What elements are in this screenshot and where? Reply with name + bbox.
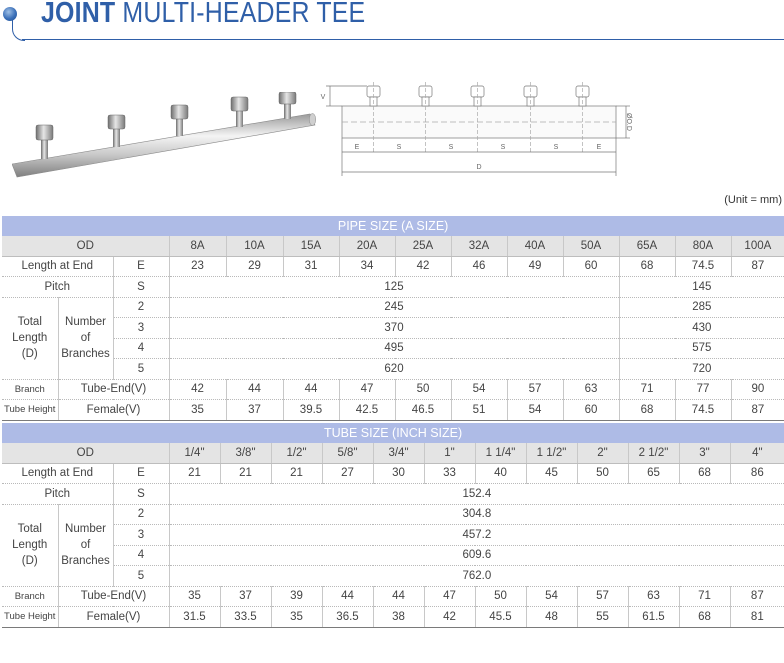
header-rule-corner bbox=[12, 20, 25, 41]
tube-female: 48 bbox=[526, 607, 577, 628]
tube-branch-count: 4 bbox=[113, 545, 169, 566]
tube-od-label: OD bbox=[2, 443, 169, 463]
tube-branch-count: 3 bbox=[113, 525, 169, 546]
pipe-total-length: 575 bbox=[619, 338, 784, 359]
branch-fitting-5 bbox=[279, 92, 296, 119]
tube-size: 3/4" bbox=[373, 443, 424, 463]
tube-size: 1 1/4" bbox=[475, 443, 526, 463]
pipe-tube-end: 71 bbox=[619, 379, 675, 400]
tube-female: 36.5 bbox=[322, 607, 373, 628]
pipe-length-at-end: 87 bbox=[731, 256, 784, 277]
pipe-tube-end: 63 bbox=[563, 379, 619, 400]
pipe-size: 15A bbox=[283, 236, 339, 256]
tube-branch-count: 2 bbox=[113, 504, 169, 525]
pipe-female: 74.5 bbox=[675, 400, 731, 421]
tube-tube-end: 50 bbox=[475, 586, 526, 607]
tube-size: 3/8" bbox=[220, 443, 271, 463]
pipe-total-length-label: Total Length (D) bbox=[2, 297, 58, 379]
dim-label-s-3: S bbox=[500, 144, 506, 151]
tube-tube-height-label: Tube Height bbox=[2, 607, 58, 628]
tube-length-at-end: 21 bbox=[271, 463, 322, 484]
tube-female: 81 bbox=[730, 607, 784, 628]
dim-label-s-4: S bbox=[553, 144, 559, 151]
tube-length-at-end: 50 bbox=[577, 463, 628, 484]
pipe-size: 100A bbox=[731, 236, 784, 256]
tube-pitch: 152.4 bbox=[169, 484, 784, 505]
dim-label-e-left: E bbox=[354, 144, 360, 151]
pipe-tube-height-label: Tube Height bbox=[2, 400, 58, 421]
page-title-rest: MULTI-HEADER TEE bbox=[122, 0, 366, 29]
tube-female: 38 bbox=[373, 607, 424, 628]
tube-e-symbol: E bbox=[113, 463, 169, 484]
branch-fitting-1 bbox=[36, 125, 53, 159]
pipe-pitch-large: 145 bbox=[619, 277, 784, 298]
tube-length-at-end: 45 bbox=[526, 463, 577, 484]
tube-length-at-end: 27 bbox=[322, 463, 373, 484]
pipe-size: 25A bbox=[395, 236, 451, 256]
pipe-length-at-end: 34 bbox=[339, 256, 395, 277]
tube-pitch-label: Pitch bbox=[2, 484, 113, 505]
tube-branch-count: 5 bbox=[113, 566, 169, 587]
tube-branch-label: Branch bbox=[2, 586, 58, 607]
pipe-length-at-end: 46 bbox=[451, 256, 507, 277]
technical-drawing bbox=[318, 80, 634, 180]
pipe-size: 40A bbox=[507, 236, 563, 256]
pipe-branch-count: 3 bbox=[113, 318, 169, 339]
tube-size: 2 1/2" bbox=[628, 443, 679, 463]
branch-fitting-4 bbox=[231, 97, 248, 127]
pipe-branch-count: 2 bbox=[113, 297, 169, 318]
pipe-size: 50A bbox=[563, 236, 619, 256]
tube-length-at-end: 65 bbox=[628, 463, 679, 484]
pipe-total-length: 245 bbox=[169, 297, 619, 318]
pipe-s-symbol: S bbox=[113, 277, 169, 298]
tube-size: 1/2" bbox=[271, 443, 322, 463]
tube-length-at-end-label: Length at End bbox=[2, 463, 113, 484]
tube-tube-end: 63 bbox=[628, 586, 679, 607]
pipe-e-symbol: E bbox=[113, 256, 169, 277]
tube-female: 42 bbox=[424, 607, 475, 628]
tube-tube-end: 35 bbox=[169, 586, 220, 607]
header-pipe-body bbox=[12, 114, 315, 177]
tube-number-of-branches-label: Number of Branches bbox=[58, 504, 113, 586]
pipe-pitch-small: 125 bbox=[169, 277, 619, 298]
tube-size: 3" bbox=[679, 443, 730, 463]
tube-size: 1" bbox=[424, 443, 475, 463]
product-photo bbox=[12, 92, 317, 184]
tube-female: 61.5 bbox=[628, 607, 679, 628]
pipe-tube-end-label: Tube-End(V) bbox=[58, 379, 169, 400]
tube-tube-end: 44 bbox=[322, 586, 373, 607]
tube-length-at-end: 86 bbox=[730, 463, 784, 484]
pipe-tube-end: 44 bbox=[283, 379, 339, 400]
tube-s-symbol: S bbox=[113, 484, 169, 505]
tube-section-title: TUBE SIZE (INCH SIZE) bbox=[2, 423, 784, 443]
pipe-size-table bbox=[2, 216, 784, 421]
dim-label-v: V bbox=[320, 94, 326, 101]
tube-length-at-end: 30 bbox=[373, 463, 424, 484]
tube-tube-end: 39 bbox=[271, 586, 322, 607]
tube-tube-end-label: Tube-End(V) bbox=[58, 586, 169, 607]
pipe-length-at-end: 49 bbox=[507, 256, 563, 277]
header-rule bbox=[22, 39, 784, 40]
tube-female: 31.5 bbox=[169, 607, 220, 628]
pipe-total-length: 495 bbox=[169, 338, 619, 359]
pipe-length-at-end: 68 bbox=[619, 256, 675, 277]
pipe-length-at-end: 60 bbox=[563, 256, 619, 277]
pipe-total-length: 285 bbox=[619, 297, 784, 318]
pipe-tube-end: 44 bbox=[226, 379, 283, 400]
tube-size: 1/4" bbox=[169, 443, 220, 463]
pipe-length-at-end: 74.5 bbox=[675, 256, 731, 277]
pipe-length-at-end: 29 bbox=[226, 256, 283, 277]
tube-tube-end: 44 bbox=[373, 586, 424, 607]
pipe-size: 65A bbox=[619, 236, 675, 256]
dim-label-s-1: S bbox=[396, 144, 402, 151]
tube-female: 68 bbox=[679, 607, 730, 628]
tube-tube-end: 87 bbox=[730, 586, 784, 607]
pipe-branch-label: Branch bbox=[2, 379, 58, 400]
tube-size: 5/8" bbox=[322, 443, 373, 463]
pipe-female: 68 bbox=[619, 400, 675, 421]
pipe-size: 20A bbox=[339, 236, 395, 256]
pipe-size: 80A bbox=[675, 236, 731, 256]
branch-fitting-3 bbox=[171, 105, 188, 136]
pipe-total-length: 620 bbox=[169, 359, 619, 380]
tube-length-at-end: 40 bbox=[475, 463, 526, 484]
title-bullet-icon bbox=[3, 7, 17, 21]
dim-label-e-right: E bbox=[596, 144, 602, 151]
tube-size-table bbox=[2, 423, 784, 628]
pipe-tube-end: 47 bbox=[339, 379, 395, 400]
pipe-tube-end: 57 bbox=[507, 379, 563, 400]
pipe-total-length: 370 bbox=[169, 318, 619, 339]
pipe-female: 87 bbox=[731, 400, 784, 421]
pipe-tube-end: 42 bbox=[169, 379, 226, 400]
pipe-female: 35 bbox=[169, 400, 226, 421]
pipe-tube-end: 77 bbox=[675, 379, 731, 400]
page-title-bold: JOINT bbox=[41, 0, 116, 29]
pipe-size: 8A bbox=[169, 236, 226, 256]
pipe-size: 32A bbox=[451, 236, 507, 256]
pipe-length-at-end-label: Length at End bbox=[2, 256, 113, 277]
pipe-branch-count: 5 bbox=[113, 359, 169, 380]
tube-tube-end: 47 bbox=[424, 586, 475, 607]
tube-length-at-end: 21 bbox=[220, 463, 271, 484]
tube-size: 4" bbox=[730, 443, 784, 463]
tube-tube-end: 37 bbox=[220, 586, 271, 607]
pipe-female: 46.5 bbox=[395, 400, 451, 421]
pipe-tube-end: 50 bbox=[395, 379, 451, 400]
pipe-branch-count: 4 bbox=[113, 338, 169, 359]
tube-tube-end: 71 bbox=[679, 586, 730, 607]
pipe-female: 39.5 bbox=[283, 400, 339, 421]
pipe-total-length: 430 bbox=[619, 318, 784, 339]
pipe-pitch-label: Pitch bbox=[2, 277, 113, 298]
tube-total-length: 609.6 bbox=[169, 545, 784, 566]
pipe-tube-end: 54 bbox=[451, 379, 507, 400]
tube-female-label: Female(V) bbox=[58, 607, 169, 628]
dim-label-s-2: S bbox=[448, 144, 454, 151]
tube-female: 33.5 bbox=[220, 607, 271, 628]
tube-total-length-label: Total Length (D) bbox=[2, 504, 58, 586]
pipe-female: 60 bbox=[563, 400, 619, 421]
pipe-size: 10A bbox=[226, 236, 283, 256]
dim-label-od: ØO.D bbox=[625, 113, 632, 131]
pipe-female: 54 bbox=[507, 400, 563, 421]
pipe-female: 51 bbox=[451, 400, 507, 421]
pipe-number-of-branches-label: Number of Branches bbox=[58, 297, 113, 379]
tube-female: 55 bbox=[577, 607, 628, 628]
pipe-length-at-end: 42 bbox=[395, 256, 451, 277]
tube-total-length: 304.8 bbox=[169, 504, 784, 525]
pipe-section-title: PIPE SIZE (A SIZE) bbox=[2, 216, 784, 236]
header-pipe-end bbox=[309, 114, 315, 126]
page-title bbox=[41, 0, 365, 30]
drawing-branches bbox=[367, 86, 589, 106]
tube-total-length: 762.0 bbox=[169, 566, 784, 587]
tube-length-at-end: 68 bbox=[679, 463, 730, 484]
unit-note: (Unit = mm) bbox=[724, 194, 782, 206]
pipe-length-at-end: 23 bbox=[169, 256, 226, 277]
pipe-length-at-end: 31 bbox=[283, 256, 339, 277]
tube-length-at-end: 33 bbox=[424, 463, 475, 484]
tube-size: 2" bbox=[577, 443, 628, 463]
tube-tube-end: 54 bbox=[526, 586, 577, 607]
pipe-female: 37 bbox=[226, 400, 283, 421]
tube-female: 35 bbox=[271, 607, 322, 628]
tube-length-at-end: 21 bbox=[169, 463, 220, 484]
tube-size: 1 1/2" bbox=[526, 443, 577, 463]
pipe-od-label: OD bbox=[2, 236, 169, 256]
pipe-female-label: Female(V) bbox=[58, 400, 169, 421]
pipe-female: 42.5 bbox=[339, 400, 395, 421]
pipe-tube-end: 90 bbox=[731, 379, 784, 400]
dim-label-d: D bbox=[476, 164, 482, 171]
tube-tube-end: 57 bbox=[577, 586, 628, 607]
branch-fitting-2 bbox=[108, 115, 125, 147]
pipe-total-length: 720 bbox=[619, 359, 784, 380]
tube-female: 45.5 bbox=[475, 607, 526, 628]
tube-total-length: 457.2 bbox=[169, 525, 784, 546]
